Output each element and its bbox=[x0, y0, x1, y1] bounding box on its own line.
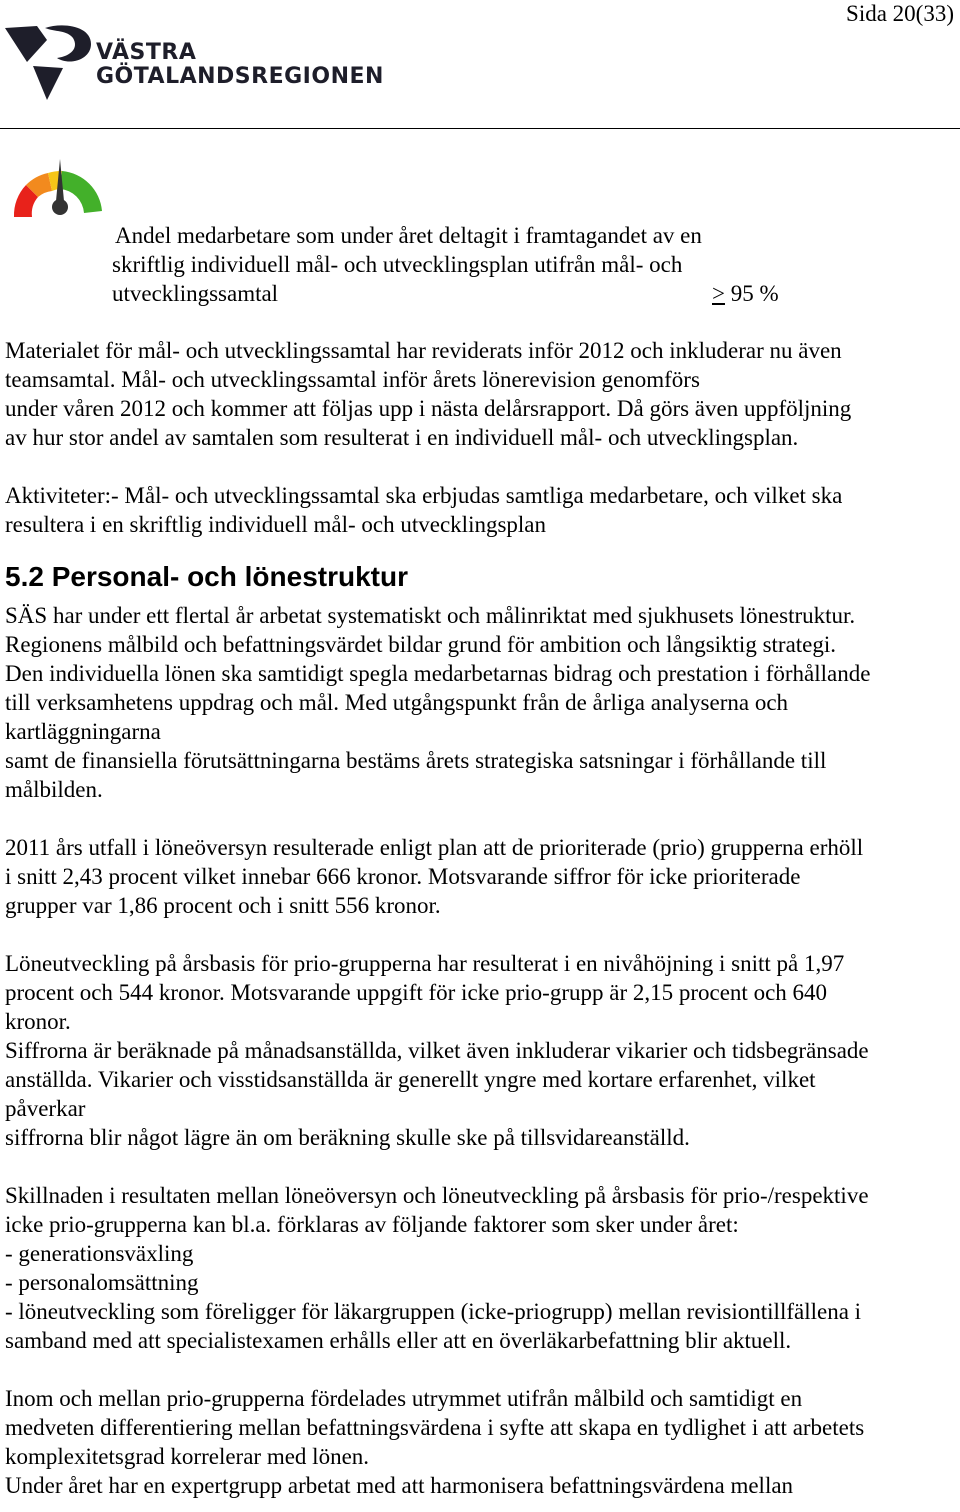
section-heading: 5.2 Personal- och lönestruktur bbox=[5, 561, 408, 592]
header-divider bbox=[0, 128, 960, 129]
target-symbol: > bbox=[712, 281, 725, 306]
paragraph-loneutveckling: Löneutveckling på årsbasis för prio-grupperna har resulterat i en nivåhöjning i snitt på 1,97 procent och 544 kronor. Motsvarande uppgift för icke prio-grupp är 2,15 procent och 640 kronor. Siffrorna är beräknade på månadsanställda, vilket även inkluderar vikarier och tidsbegränsade anställda. Vikarier och visstidsanställda är generellt yngre med kortare erfarenhet, vilket påverkar siffrorna blir något lägre än om beräkning skulle ske på tillsvidareanställd. bbox=[5, 951, 869, 1150]
paragraph-skillnaden: Skillnaden i resultaten mellan löneöversyn och löneutveckling på årsbasis för prio-/respektive icke prio-grupperna kan bl.a. förklaras av följande faktorer som sker under året: - generationsväxling - personalomsättning - löneutveckling som föreligger för läkargruppen (icke-priogrupp) mellan revisiontillfällena i samband med att specialistexamen erhålls eller att en överläkarbefattning blir aktuell. bbox=[5, 1183, 869, 1353]
target-value: 95 % bbox=[724, 281, 779, 306]
indicator-line-1: Andel medarbetare som under året deltagit i framtagandet av en bbox=[115, 223, 702, 248]
indicator-line-3-text: utvecklingssamtal bbox=[112, 281, 279, 306]
logo-mark-icon bbox=[3, 22, 95, 106]
vastra-gotalandsregionen-logo bbox=[3, 22, 393, 106]
document-body bbox=[5, 336, 955, 1500]
paragraph-lonestruktur: SÄS har under ett flertal år arbetat systematiskt och målinriktat med sjukhusets lönestruktur. Regionens målbild och befattningsvärdet bildar grund för ambition och långsiktig strategi. Den individuella lönen ska samtidigt spegla medarbetarnas bidrag och prestation i förhållande till verksamhetens uppdrag och mål. Med utgångspunkt från de årliga analyserna och kartläggningarna samt de finansiella förutsättningarna bestäms årets strategiska satsningar i förhållande till målbilden. bbox=[5, 603, 871, 802]
indicator-target bbox=[712, 279, 779, 308]
indicator-block bbox=[112, 221, 812, 308]
paragraph-utfall-2011: 2011 års utfall i löneöversyn resulterade enligt plan att de prioriterade (prio) grupperna erhöll i snitt 2,43 procent vilket innebar 666 kronor. Motsvarande siffror för icke prioriterade grupper var 1,86 procent och i snitt 556 kronor. bbox=[5, 835, 864, 918]
indicator-line-3 bbox=[112, 279, 812, 308]
logo-line-2: GÖTALANDSREGIONEN bbox=[96, 64, 384, 89]
paragraph-materialet: Materialet för mål- och utvecklingssamtal har reviderats inför 2012 och inkluderar nu även teamsamtal. Mål- och utvecklingssamtal inför årets lönerevision genomförs under våren 2012 och kommer att följas upp i nästa delårsrapport. Då görs även uppföljning av hur stor andel av samtalen som resulterat i en individuell mål- och utvecklingsplan. bbox=[5, 338, 852, 450]
indicator-line-2: skriftlig individuell mål- och utvecklingsplan utifrån mål- och bbox=[112, 252, 683, 277]
page-number: Sida 20(33) bbox=[846, 1, 954, 26]
logo-line-1: VÄSTRA bbox=[96, 40, 197, 65]
paragraph-inom-prio: Inom och mellan prio-grupperna fördelades utrymmet utifrån målbild och samtidigt en medveten differentiering mellan befattningsvärdena i syfte att skapa en tydlighet i att arbetets komplexitetsgrad korrelerar med lönen. Under året har en expertgrupp arbetat med att harmonisera befattningsvärdena mellan bbox=[5, 1386, 865, 1498]
paragraph-aktiviteter: Aktiviteter:- Mål- och utvecklingssamtal ska erbjudas samtliga medarbetare, och vilket ska resultera i en skriftlig individuell mål- och utvecklingsplan bbox=[5, 483, 843, 537]
gauge-icon bbox=[8, 155, 108, 227]
